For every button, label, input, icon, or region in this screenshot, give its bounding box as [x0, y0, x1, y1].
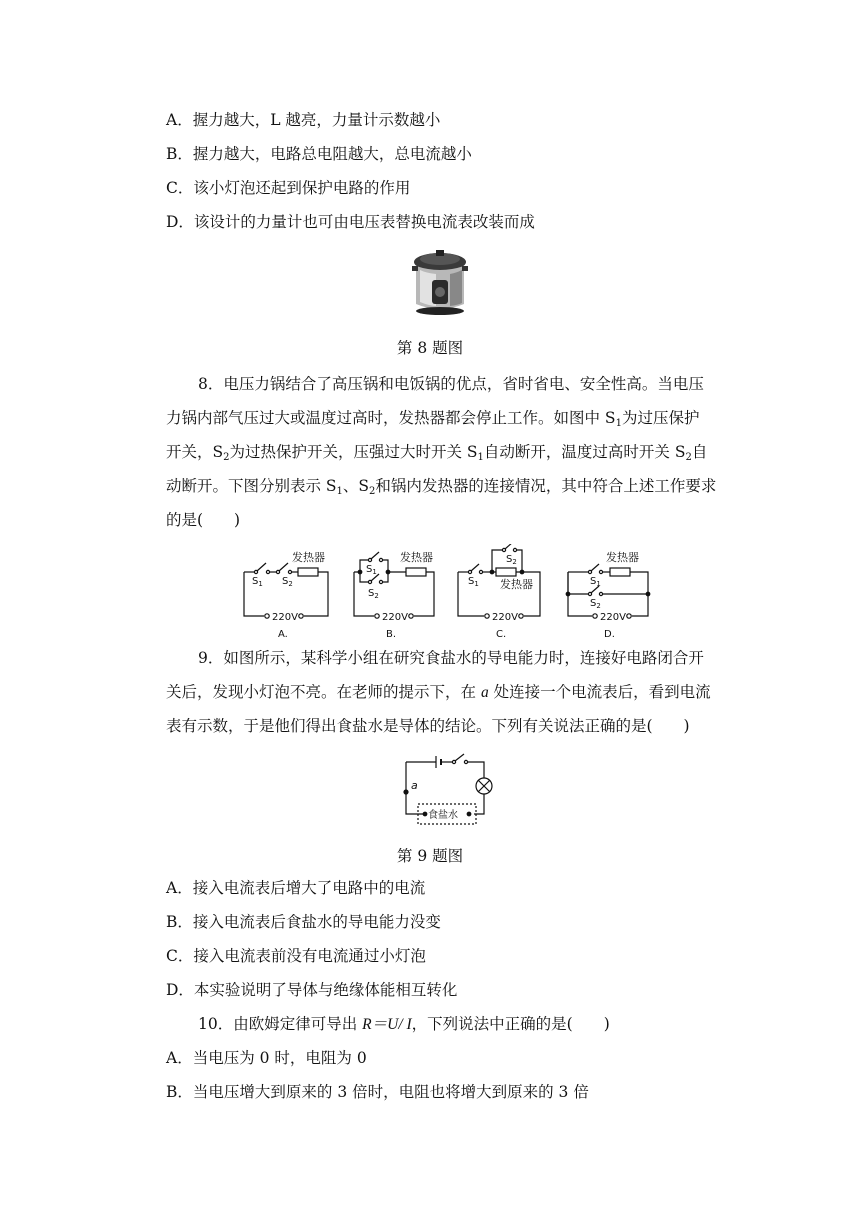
q10-formula: R＝U/ I [362, 1016, 412, 1033]
q9-option-b: B．接入电流表后食盐水的导电能力没变 [166, 913, 441, 931]
q9-option-c: C．接入电流表前没有电流通过小灯泡 [166, 947, 426, 965]
q7-option-c: C．该小灯泡还起到保护电路的作用 [166, 179, 411, 197]
svg-text:S2: $S_2$ [590, 598, 601, 610]
svg-text:S1: $S_1$ [590, 576, 601, 588]
circuit-c-voltage-label: 220V [492, 612, 518, 623]
circuit-a-heater-label: 发热器 [292, 551, 325, 564]
figure-9-circuit [396, 752, 500, 832]
circuit-c-label: C. [496, 629, 507, 640]
circuit-a [244, 550, 328, 640]
q8-text-line-4: 动断开。下图分别表示 $S_1$、$S_2$和锅内发热器的连接情况，其中符合上述工作要求 [166, 477, 717, 497]
circuit-d-label: D. [604, 629, 615, 640]
circuit-b-heater-label: 发热器 [400, 551, 433, 564]
q7-option-d: D．该设计的力量计也可由电压表替换电流表改装而成 [166, 213, 535, 231]
q8-text-line-3: 开关，$S_2$为过热保护开关，压强过大时开关 $S_1$自动断开，温度过高时开关 $S_2$自 [166, 443, 708, 463]
circuit-a-label: A. [278, 629, 288, 640]
figure-9-caption: 第 9 题图 [396, 847, 464, 865]
svg-text:S2: $S_2$ [282, 576, 293, 588]
figure-9-point-a-label: a [411, 779, 418, 792]
q8-circuit-diagrams [236, 544, 656, 644]
circuit-b-label: B. [386, 629, 397, 640]
svg-text:S2: $S_2$ [368, 588, 379, 600]
q8-text-line-5: 的是( ) [166, 511, 241, 529]
svg-text:S1: $S_1$ [366, 564, 377, 576]
circuit-c-heater-label: 发热器 [500, 578, 533, 591]
figure-9-salt-water-label: 食盐水 [428, 810, 458, 821]
q10-option-a: A．当电压为 0 时，电阻为 0 [166, 1049, 367, 1067]
q10-stem: 10．由欧姆定律可导出 R＝U/ I，下列说法中正确的是( ) [198, 1015, 610, 1033]
circuit-d [566, 550, 650, 640]
figure-8-caption: 第 8 题图 [396, 339, 464, 357]
q9-text-line-2: 关后，发现小灯泡不亮。在老师的提示下，在 a 处连接一个电流表后，看到电流 [166, 683, 711, 701]
circuit-b-voltage-label: 220V [382, 612, 408, 623]
q9-text-line-1: 9．如图所示，某科学小组在研究食盐水的导电能力时，连接好电路闭合开 [198, 649, 704, 667]
q9-option-d: D．本实验说明了导体与绝缘体能相互转化 [166, 981, 458, 999]
q7-option-a: A．握力越大，L 越亮，力量计示数越小 [166, 111, 441, 129]
circuit-b [354, 550, 434, 640]
svg-text:S1: $S_1$ [252, 576, 263, 588]
q8-text-line-1: 8．电压力锅结合了高压锅和电饭锅的优点，省时省电、安全性高。当电压 [198, 375, 704, 393]
q9-text-line-3: 表有示数，于是他们得出食盐水是导体的结论。下列有关说法正确的是( ) [166, 717, 690, 735]
q9-option-a: A．接入电流表后增大了电路中的电流 [166, 879, 426, 897]
q7-option-b: B．握力越大，电路总电阻越大，总电流越小 [166, 145, 472, 163]
q10-option-b: B．当电压增大到原来的 3 倍时，电阻也将增大到原来的 3 倍 [166, 1083, 589, 1101]
circuit-d-voltage-label: 220V [600, 612, 626, 623]
svg-text:S2: $S_2$ [506, 554, 517, 566]
q8-text-line-2: 力锅内部气压过大或温度过高时，发热器都会停止工作。如图中 $S_1$为过压保护 [166, 409, 700, 429]
circuit-c [458, 544, 540, 640]
pressure-cooker-image [410, 248, 470, 318]
svg-text:S1: $S_1$ [468, 576, 479, 588]
circuit-d-heater-label: 发热器 [606, 551, 639, 564]
circuit-a-voltage-label: 220V [272, 612, 298, 623]
